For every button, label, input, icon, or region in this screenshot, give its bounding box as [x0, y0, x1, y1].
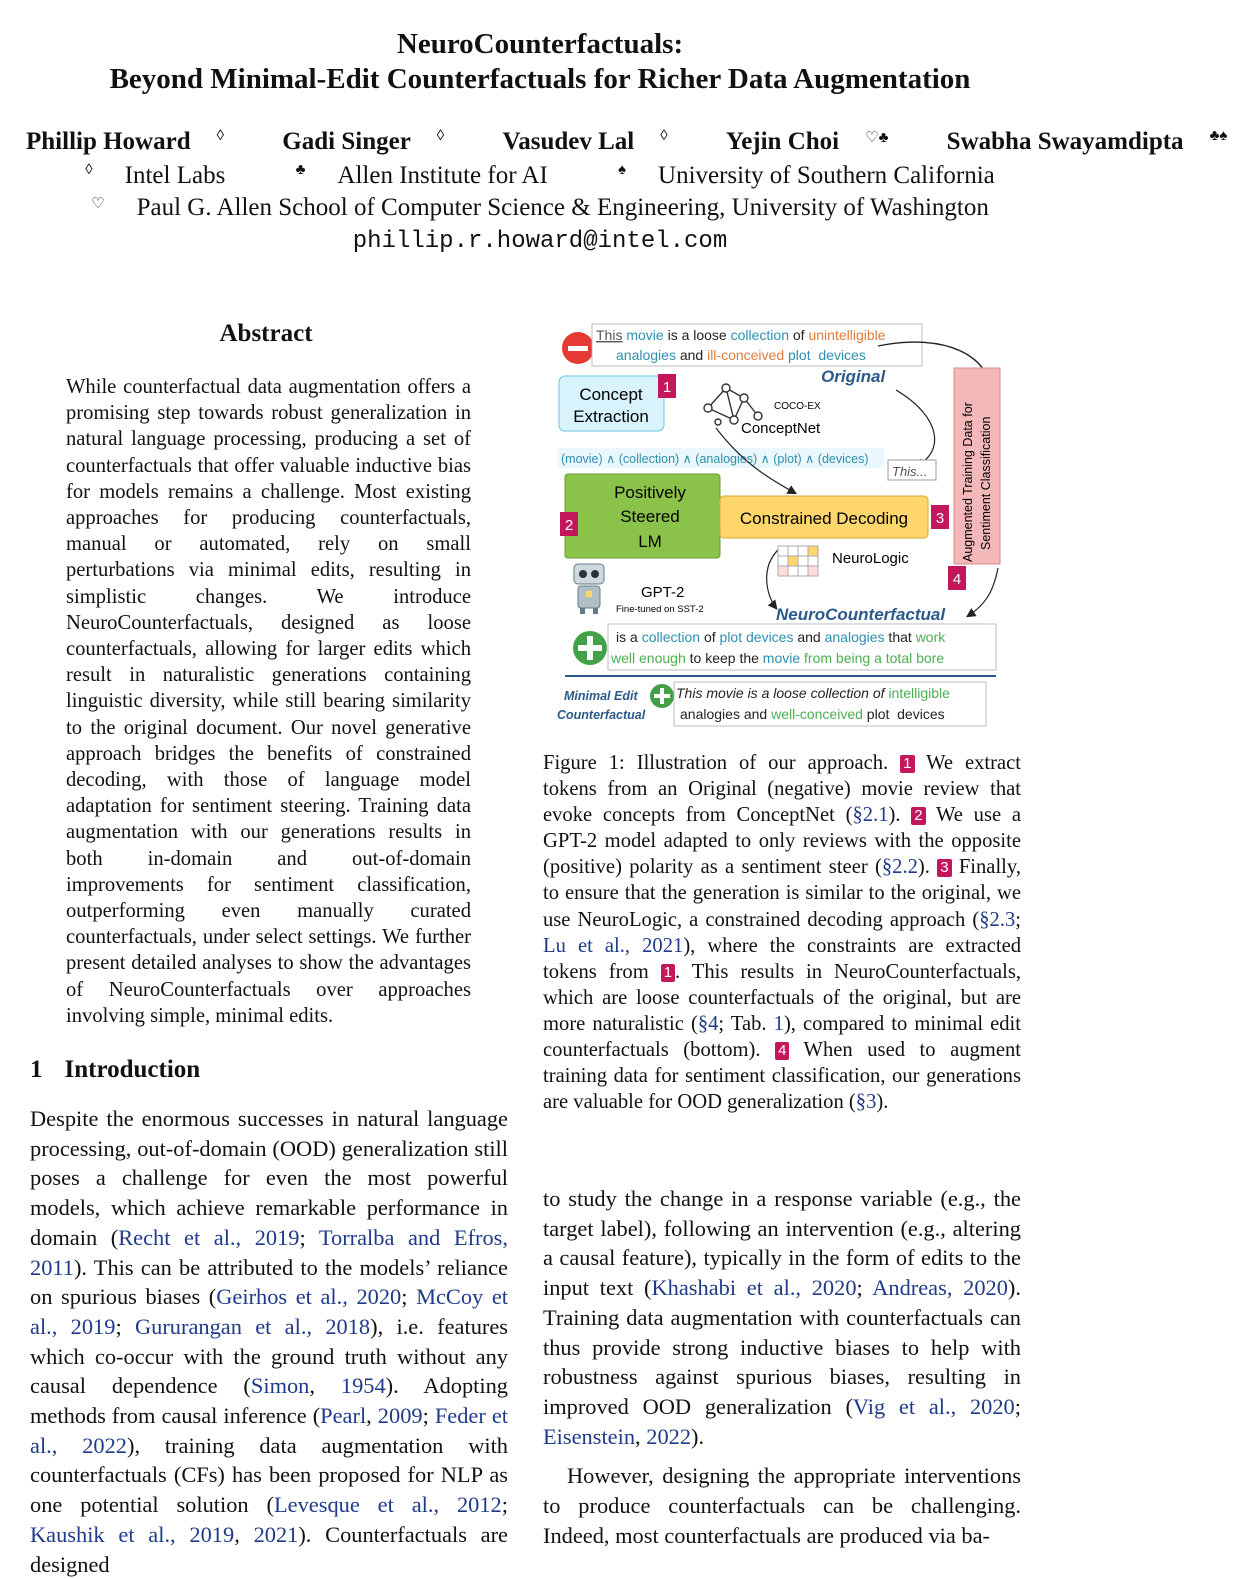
word-run: to keep the	[685, 650, 763, 666]
author: Swabha Swayamdipta ♣♠	[946, 128, 1228, 155]
text-run: ; Tab.	[718, 1012, 774, 1035]
augmented-data-label: Augmented Training Data for	[961, 402, 975, 562]
text-run: ;	[1015, 908, 1021, 931]
word-run: collection	[641, 629, 701, 645]
text-run: ). Training data augmentation with counterfactuals can thus provide strong inductive biases to help with robustness against spurious biases, resulting in improved OOD generalization (	[543, 1275, 1021, 1419]
text-run: We use a GPT-2 model adapted to only reviews with the opposite (positive) polarity as a sentiment steer (	[543, 804, 1022, 879]
neurologic-grid-icon	[778, 546, 818, 576]
word-run: well-conceived	[771, 706, 863, 722]
step-badge: 4	[775, 1042, 789, 1060]
step-badge-label: 3	[935, 510, 945, 527]
step-badge: 1	[900, 755, 914, 773]
word-run: of	[789, 327, 809, 343]
step-badge: 3	[937, 859, 951, 877]
word-run: devices	[810, 347, 866, 363]
text-run: ).	[917, 856, 938, 879]
steered-lm-label: LM	[638, 532, 662, 551]
text-run: ;	[422, 1403, 435, 1429]
affiliation: ♠ University of Southern California	[618, 162, 995, 189]
word-run: and	[675, 347, 708, 363]
citation-link[interactable]: Pearl	[320, 1403, 367, 1429]
citation-link[interactable]: Torralba and Efros, 2011	[30, 1224, 508, 1280]
word-run: analogies	[616, 347, 676, 363]
word-run: intelligible	[888, 685, 950, 701]
citation-link[interactable]: 2021	[253, 1521, 299, 1547]
step-badge: 2	[911, 807, 925, 825]
section-number: 1	[30, 1056, 43, 1083]
text-run: . This results in NeuroCounterfactuals, which are loose counterfactuals of the original, but are more naturalistic (	[543, 960, 1021, 1035]
word-run: of	[700, 629, 720, 645]
word-run: movie	[622, 327, 664, 343]
word-run: plot devices	[719, 629, 794, 645]
text-run: ;	[1014, 1393, 1021, 1419]
word-run: work	[915, 629, 946, 645]
word-run: is a	[616, 629, 642, 645]
text-run: When used to augment training data for sentiment classification, our generations are valuable for OOD generalization (	[543, 1039, 1021, 1114]
minimal-edit-line2	[680, 706, 945, 722]
section-title: Introduction	[64, 1056, 201, 1083]
citation-link[interactable]: 2022	[646, 1423, 692, 1449]
author-list	[0, 128, 1228, 156]
robot-icon	[574, 564, 604, 614]
word-run: analogies	[824, 629, 885, 645]
original-label: Original	[821, 367, 886, 386]
minimal-edit-label: Minimal Edit	[564, 689, 638, 703]
conceptnet-graph-icon	[704, 384, 762, 425]
citation-link[interactable]: Simon	[250, 1373, 310, 1399]
text-run: ;	[299, 1224, 319, 1250]
word-run: analogies and	[680, 706, 772, 722]
abstract-heading: Abstract	[219, 320, 313, 347]
text-run: ;	[401, 1284, 417, 1310]
paper-title-line2: Beyond Minimal-Edit Counterfactuals for Richer Data Augmentation	[109, 63, 971, 95]
author: Gadi Singer ◊	[282, 128, 445, 155]
introduction-text	[30, 1104, 508, 1579]
author: Vasudev Lal ◊	[502, 128, 668, 155]
author: Yejin Choi ♡♣	[725, 128, 889, 155]
word-run: plot	[784, 347, 811, 363]
neurologic-label: NeuroLogic	[832, 550, 909, 567]
citation-link[interactable]: §2.2	[881, 856, 918, 879]
citation-link[interactable]: §3	[855, 1091, 877, 1114]
author: Phillip Howard ◊	[26, 128, 225, 155]
text-run: However, designing the appropriate interventions to produce counterfactuals can be challenging. Indeed, most counterfactuals are produced via ba-	[543, 1463, 1021, 1548]
citation-link[interactable]: Levesque et al., 2012	[273, 1492, 502, 1518]
word-run: movie	[762, 650, 801, 666]
paragraph	[543, 1184, 1021, 1451]
citation-link[interactable]: Geirhos et al., 2020	[216, 1284, 402, 1310]
word-run: well enough	[611, 650, 686, 666]
constraints-text: (movie) ∧ (collection) ∧ (analogies) ∧ (plot) ∧ (devices)	[561, 452, 869, 466]
text-run: Finally, to ensure that the generation is similar to the original, we use NeuroLogic, a constrained decoding approach (	[543, 856, 1022, 931]
text-run: ).	[876, 1091, 889, 1114]
word-run: ill-conceived	[707, 347, 785, 363]
word-run: from being a total bore	[800, 650, 945, 666]
citation-link[interactable]: Vig et al., 2020	[852, 1393, 1015, 1419]
steered-lm-label: Steered	[620, 507, 680, 526]
text-run: to study the change in a response variable (e.g., the target label), following an intervention (e.g., altering a causal feature), typically in the form of edits to the input text (	[543, 1186, 1021, 1301]
word-run: This movie is a loose collection of	[676, 685, 889, 701]
citation-link[interactable]: §2.3	[979, 908, 1016, 931]
citation-link[interactable]: 1	[773, 1012, 784, 1035]
step-badge-label: 1	[662, 379, 672, 396]
original-review-line1	[596, 327, 886, 343]
steered-lm-label: Positively	[614, 483, 686, 502]
text-run: ,	[234, 1521, 254, 1547]
citation-link[interactable]: Kaushik et al., 2019	[30, 1521, 235, 1547]
minimal-edit-label: Counterfactual	[557, 708, 646, 722]
gpt2-label: GPT-2	[641, 584, 685, 601]
author-email[interactable]: phillip.r.howard@intel.com	[352, 228, 728, 255]
step-badge: 1	[661, 964, 675, 982]
word-run: plot devices	[862, 706, 945, 722]
abstract-text: While counterfactual data augmentation offers a promising step towards robust generalization in natural language processing, producing a set of counterfactuals that offer valuable inductive bias for models remains a challenge. Most existing approaches for producing counterfactuals, manual or automated, rely on small perturbations via minimal edits, resulting in simplistic changes. We introduce NeuroCounterfactuals, designed as loose counterfactuals, allowing for larger edits which result in naturalistic generations containing linguistic diversity, while still bearing similarity to the original document. Our novel generative approach bridges the benefits of constrained decoding, with those of language model adaptation for sentiment steering. Training data augmentation with our generations results in both in-domain and out-of-domain improvements for sentiment classification, outperforming even manually curated counterfactuals, under select settings. We further present detailed analyses to show the advantages of NeuroCounterfactuals over approaches involving simple, minimal edits.	[66, 376, 471, 1027]
text-run: ).	[888, 804, 912, 827]
text-run: Figure 1: Illustration of our approach.	[543, 752, 901, 774]
word-run: and	[793, 629, 825, 645]
step-badge-label: 4	[952, 571, 962, 588]
text-run: ), i.e. features which co-occur with the ground truth without any causal dependence (	[30, 1313, 508, 1399]
neurocounterfactual-line2	[610, 650, 944, 666]
concept-extraction-label: Extraction	[573, 407, 649, 426]
affiliation: Paul G. Allen School of Computer Science & Engineering, University of Washington	[136, 194, 989, 221]
text-run: ;	[501, 1492, 508, 1518]
citation-link[interactable]: 2009	[377, 1403, 423, 1429]
paragraph	[543, 1461, 1021, 1550]
neurocounterfactual-line1	[616, 629, 946, 645]
neurocounterfactual-label: NeuroCounterfactual	[776, 605, 946, 624]
citation-link[interactable]: Gururangan et al., 2018	[134, 1313, 371, 1339]
citation-link[interactable]: McCoy et al., 2019	[30, 1284, 508, 1339]
citation-link[interactable]: Feder et al., 2022	[30, 1403, 508, 1458]
citation-link[interactable]: §4	[697, 1012, 719, 1035]
affiliations-line2	[0, 194, 1080, 222]
text-run: ,	[635, 1423, 647, 1449]
text-run: ). Counterfactuals are designed	[30, 1521, 508, 1577]
text-run: ;	[115, 1313, 135, 1339]
text-run: ).	[691, 1423, 705, 1449]
word-run: collection	[730, 327, 789, 343]
text-run: ). This can be attributed to the models’ reliance on spurious biases (	[30, 1254, 508, 1310]
word-run: This	[596, 327, 623, 343]
citation-link[interactable]: Lu et al., 2021	[543, 934, 684, 957]
affiliations-line1	[0, 162, 1080, 190]
conceptnet-label: ConceptNet	[741, 420, 821, 437]
text-run: ), where the constraints are extracted tokens from	[543, 934, 1022, 983]
text-run: ,	[309, 1373, 341, 1399]
word-run: that	[884, 629, 916, 645]
augmented-data-label: Sentiment Classification	[979, 416, 993, 550]
text-run: ). Adopting methods from causal inference (	[30, 1373, 508, 1429]
citation-link[interactable]: Andreas, 2020	[872, 1275, 1008, 1301]
text-run: ), training data augmentation with counterfactuals (CFs) has been proposed for NLP as one potential solution (	[30, 1432, 509, 1518]
minimal-edit-line1	[676, 685, 950, 701]
coco-ex-label: COCO-EX	[774, 401, 821, 412]
concept-extraction-label: Concept	[579, 385, 643, 404]
paper-title-line1: NeuroCounterfactuals:	[396, 28, 684, 60]
this-partial-label: This...	[892, 464, 928, 479]
text-run: Despite the enormous successes in natural language processing, out-of-domain (OOD) generalization still poses a challenge for even the most powerful models, which achieve remarkable performance in domain (	[30, 1106, 508, 1250]
text-run: ), compared to minimal edit counterfactuals (bottom).	[543, 1012, 1021, 1062]
citation-link[interactable]: 1954	[340, 1373, 386, 1399]
citation-link[interactable]: Recht et al., 2019	[118, 1224, 300, 1250]
citation-link[interactable]: Khashabi et al., 2020	[651, 1275, 857, 1301]
citation-link[interactable]: Eisenstein	[543, 1423, 636, 1449]
step-badge-label: 2	[564, 517, 574, 534]
constrained-decoding-label: Constrained Decoding	[739, 509, 909, 528]
affiliation: ♣ Allen Institute for AI	[295, 162, 548, 189]
citation-link[interactable]: §2.1	[852, 804, 889, 827]
word-run: unintelligible	[808, 327, 886, 343]
section-heading	[30, 1056, 200, 1084]
original-review-line2	[616, 347, 866, 363]
word-run: is a loose	[663, 327, 731, 343]
right-column-text	[543, 1184, 1021, 1550]
gpt2-sublabel: Fine-tuned on SST-2	[616, 604, 704, 615]
text-run: ,	[366, 1403, 378, 1429]
affiliation: ◊ Intel Labs	[85, 162, 226, 189]
affiliation-mark: ♡	[91, 196, 105, 212]
text-run: ;	[856, 1275, 873, 1301]
text-run: We extract tokens from an Original (negative) movie review that evoke concepts from ConceptNet (	[543, 752, 1021, 827]
figure-caption	[543, 750, 1021, 1115]
figure-1	[548, 318, 1018, 730]
